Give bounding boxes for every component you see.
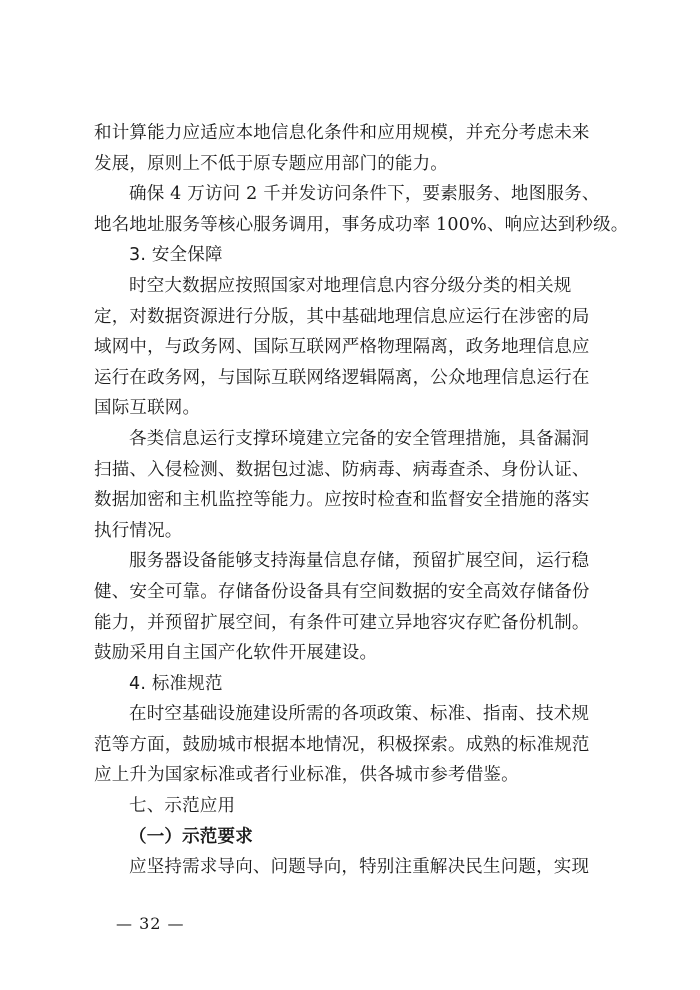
chapter-heading-demo-application: 七、示范应用: [129, 796, 236, 817]
paragraph-start: 确保 4 万访问 2 千并发访问条件下，要素服务、地图服务、: [129, 184, 600, 205]
body-text-line: 地名地址服务等核心服务调用，事务成功率 100%、响应达到秒级。: [94, 214, 629, 235]
body-text-line: 定，对数据资源进行分版，其中基础地理信息应运行在涉密的局: [94, 306, 590, 327]
paragraph-start: 服务器设备能够支持海量信息存储，预留扩展空间，运行稳: [129, 551, 590, 572]
body-text-line: 域网中，与政务网、国际互联网严格物理隔离，政务地理信息应: [94, 337, 590, 358]
body-text-line: 发展，原则上不低于原专题应用部门的能力。: [94, 153, 448, 174]
body-text-line: 和计算能力应适应本地信息化条件和应用规模，并充分考虑未来: [94, 123, 590, 143]
section-heading-security: 3. 安全保障: [129, 245, 223, 266]
body-text-line: 数据加密和主机监控等能力。应按时检查和监督安全措施的落实: [94, 490, 590, 511]
paragraph-start: 应坚持需求导向、问题导向，特别注重解决民生问题，实现: [129, 857, 590, 878]
paragraph-start: 各类信息运行支撑环境建立完备的安全管理措施，具备漏洞: [129, 428, 590, 449]
section-heading-standards: 4. 标准规范: [129, 673, 223, 694]
paragraph-start: 时空大数据应按照国家对地理信息内容分级分类的相关规: [129, 275, 572, 296]
body-text-line: 执行情况。: [94, 520, 183, 541]
paragraph-start: 在时空基础设施建设所需的各项政策、标准、指南、技术规: [129, 704, 590, 725]
body-text-line: 扫描、入侵检测、数据包过滤、防病毒、病毒查杀、身份认证、: [94, 459, 590, 480]
body-text-line: 健、安全可靠。存储备份设备具有空间数据的安全高效存储备份: [94, 581, 590, 602]
body-text-line: 国际互联网。: [94, 398, 201, 419]
document-page: [94, 118, 629, 883]
body-text-line: 能力，并预留扩展空间，有条件可建立异地容灾存贮备份机制。: [94, 612, 590, 633]
subsection-heading-demo-requirements: （一）示范要求: [129, 826, 253, 847]
body-text-line: 范等方面，鼓励城市根据本地情况，积极探索。成熟的标准规范: [94, 734, 590, 755]
body-text-line: 鼓励采用自主国产化软件开展建设。: [94, 643, 378, 664]
body-text-line: 运行在政务网，与国际互联网络逻辑隔离，公众地理信息运行在: [94, 367, 590, 388]
body-text-line: 应上升为国家标准或者行业标准，供各城市参考借鉴。: [94, 765, 519, 786]
page-number: — 32 —: [116, 914, 185, 933]
